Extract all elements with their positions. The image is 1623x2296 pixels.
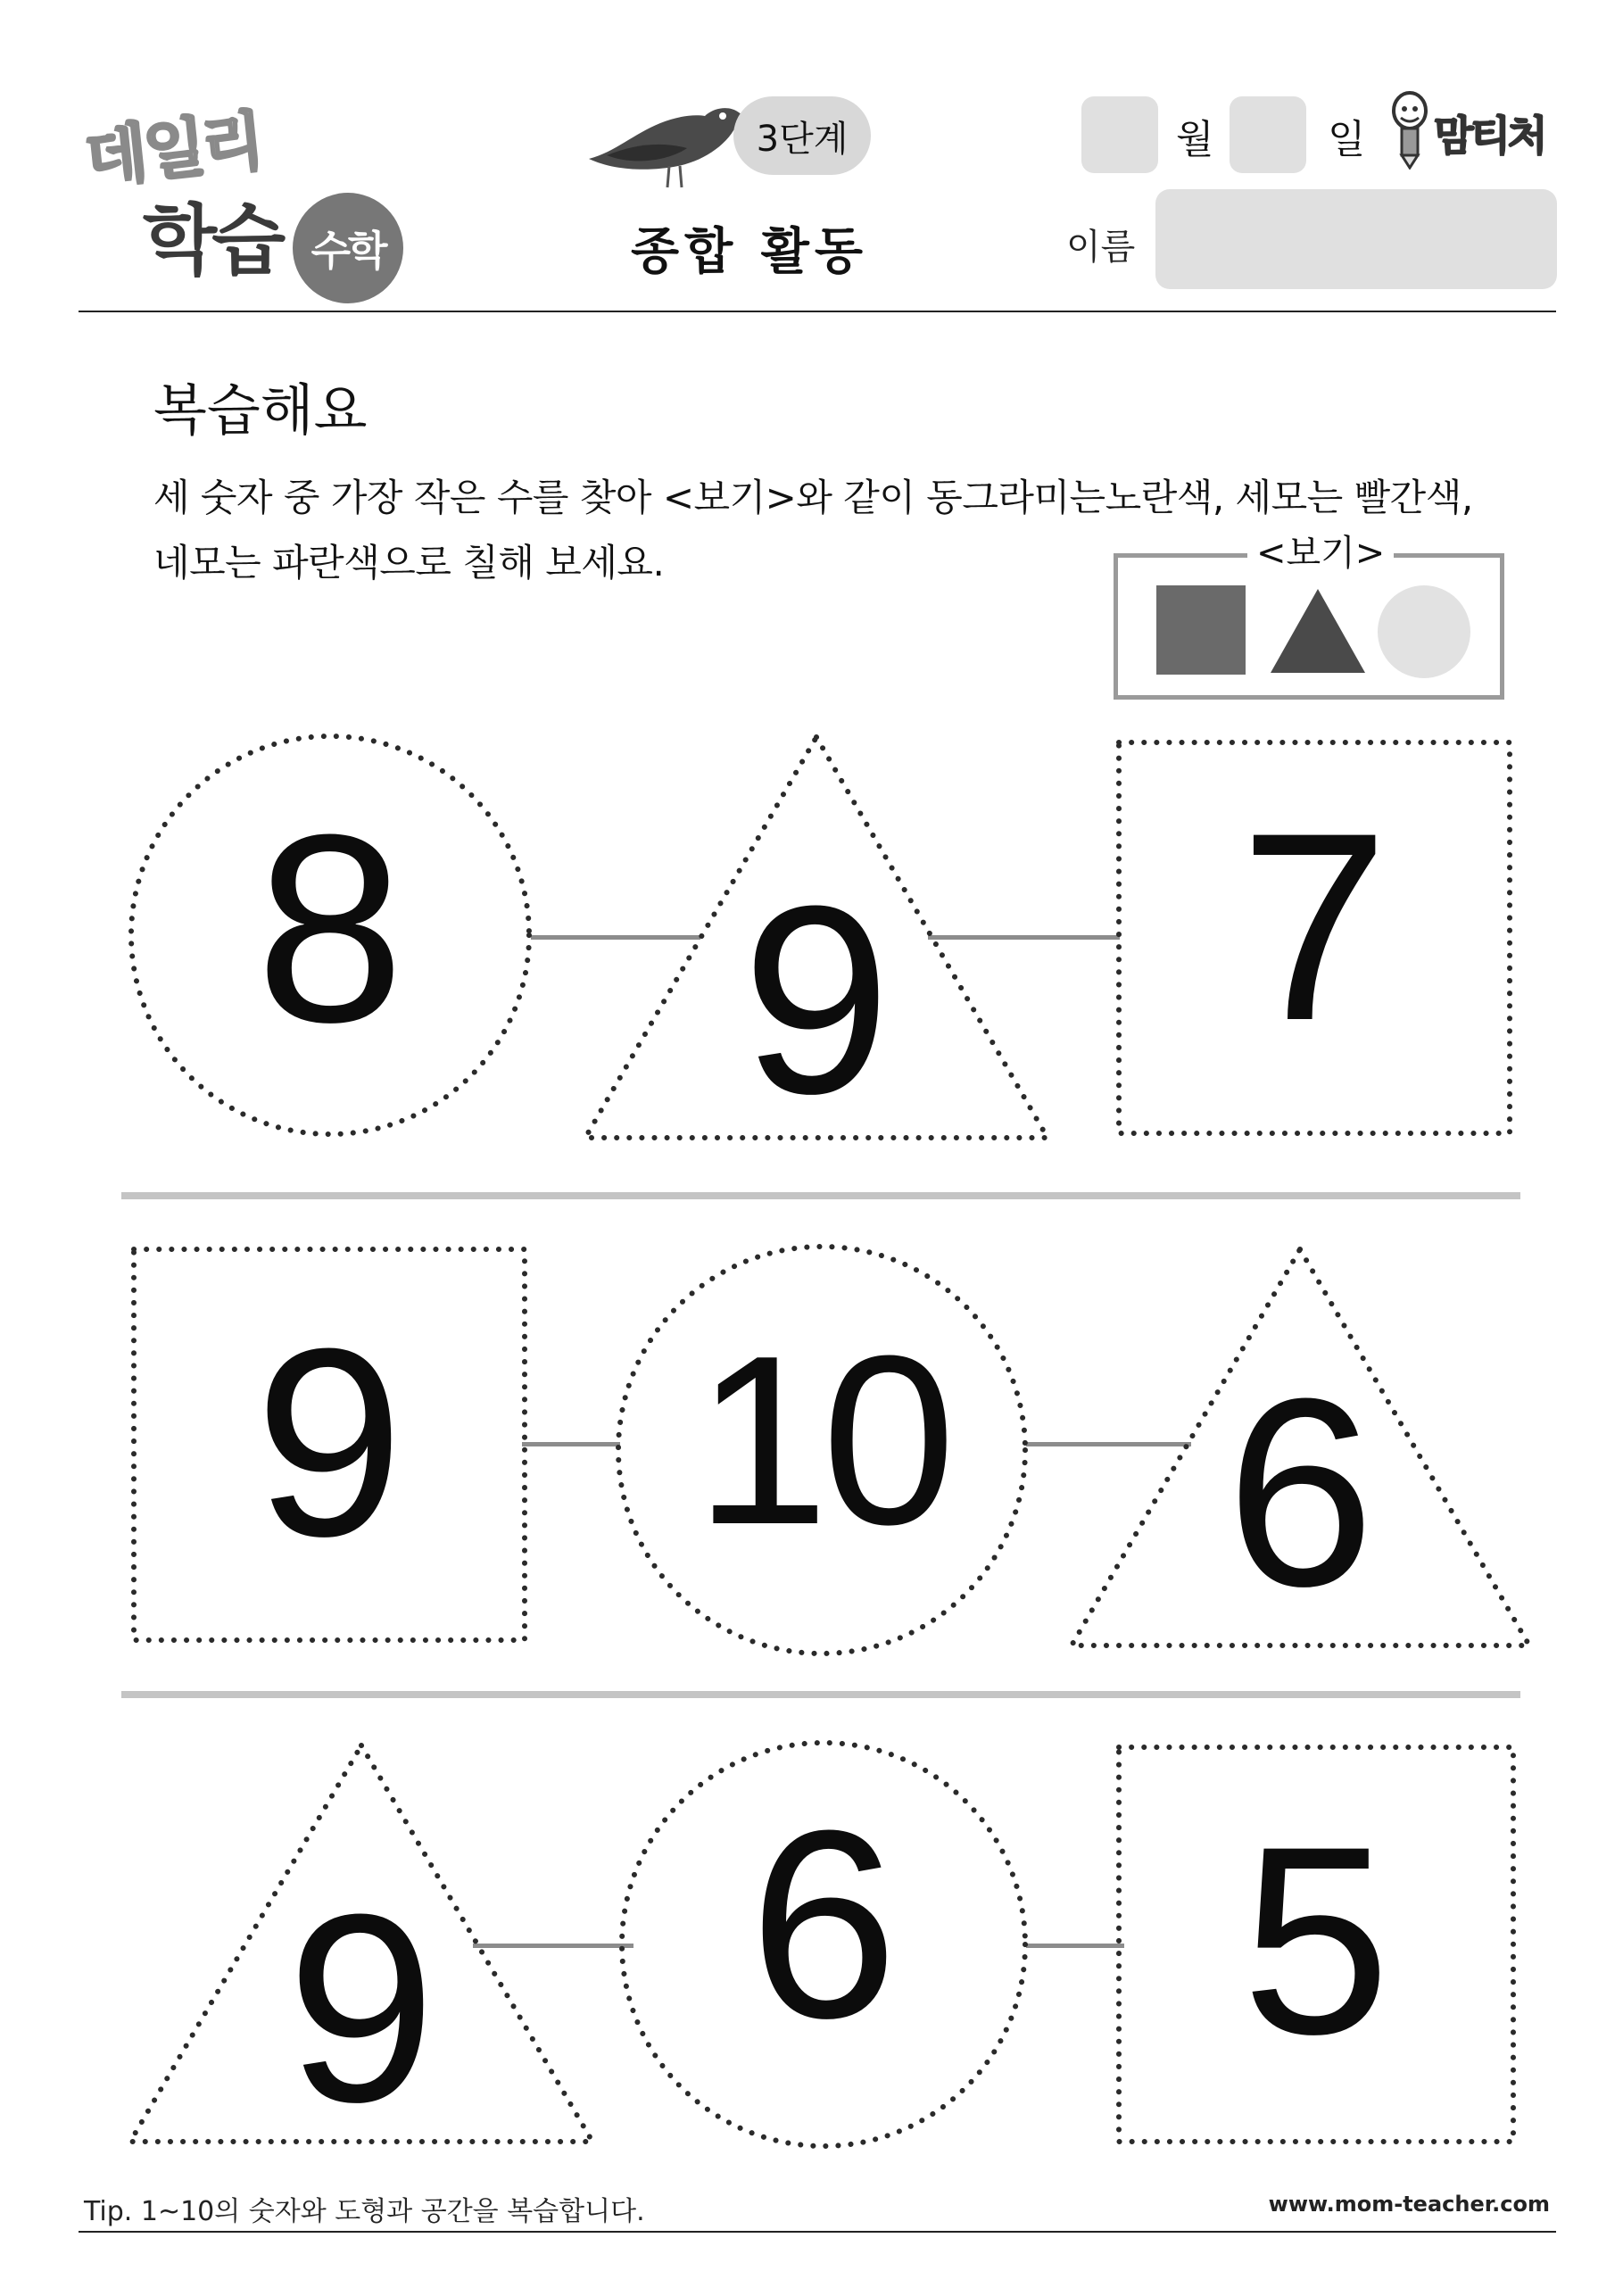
- row3-circle[interactable]: [616, 1737, 1031, 2152]
- row2-square[interactable]: [130, 1246, 528, 1644]
- row-divider: [121, 1691, 1520, 1698]
- bird-icon: [580, 89, 758, 205]
- daily-learning-logo: [80, 103, 419, 286]
- instruction-line-2: 네모는 파란색으로 칠해 보세요.: [153, 541, 665, 584]
- instruction-line-1: 세 숫자 중 가장 작은 수를 찾아 <보기>와 같이 동그라미는노란색, 세모는 빨간색,: [153, 476, 1473, 519]
- example-circle: [1378, 585, 1470, 678]
- connector-line: [1026, 1944, 1124, 1948]
- name-label: 이름: [1066, 227, 1136, 268]
- row2-circle[interactable]: [612, 1240, 1031, 1660]
- brand-name: 맘티처: [1434, 112, 1545, 160]
- example-square: [1156, 585, 1246, 675]
- row2-square-number: 9: [254, 1292, 404, 1592]
- activity-title: 종합 활동: [631, 223, 868, 281]
- month-label: 월: [1176, 117, 1214, 162]
- footer-tip: Tip. 1~10의 숫자와 도형과 공간을 복습합니다.: [84, 2196, 645, 2227]
- day-input[interactable]: [1230, 96, 1306, 173]
- row1-triangle-number: 9: [741, 850, 891, 1149]
- month-input[interactable]: [1081, 96, 1158, 173]
- row1-square[interactable]: [1115, 739, 1513, 1137]
- row2-triangle-number: 6: [1226, 1342, 1375, 1642]
- section-title: 복습해요: [153, 377, 368, 443]
- header-rule: [79, 311, 1556, 312]
- row1-circle-number: 8: [255, 778, 405, 1078]
- brand-logo: [1387, 91, 1566, 171]
- example-triangle: [1267, 585, 1369, 675]
- example-label: <보기>: [1247, 525, 1394, 576]
- name-input[interactable]: [1155, 189, 1557, 289]
- row3-triangle-number: 9: [286, 1858, 436, 2158]
- row3-circle-number: 6: [749, 1774, 898, 2074]
- row3-square[interactable]: [1115, 1744, 1517, 2145]
- pencil-icon: [1387, 91, 1432, 170]
- logo-line1: 데일리: [81, 103, 265, 196]
- subject-badge: 수학: [293, 193, 403, 303]
- row2-triangle[interactable]: [1066, 1244, 1535, 1651]
- row1-square-number: 7: [1239, 776, 1389, 1076]
- footer-rule: [79, 2231, 1556, 2233]
- row1-circle[interactable]: [125, 730, 535, 1140]
- row3-square-number: 5: [1241, 1790, 1391, 2090]
- connector-line: [522, 1442, 620, 1446]
- row1-triangle[interactable]: [580, 732, 1053, 1149]
- logo-line2: 학습: [143, 196, 281, 286]
- level-badge: 3단계: [733, 96, 871, 175]
- footer-website[interactable]: www.mom-teacher.com: [1268, 2192, 1550, 2217]
- row-divider: [121, 1192, 1520, 1199]
- day-label: 일: [1328, 117, 1366, 162]
- row2-circle-number: 10: [694, 1306, 949, 1575]
- row3-triangle[interactable]: [125, 1740, 598, 2158]
